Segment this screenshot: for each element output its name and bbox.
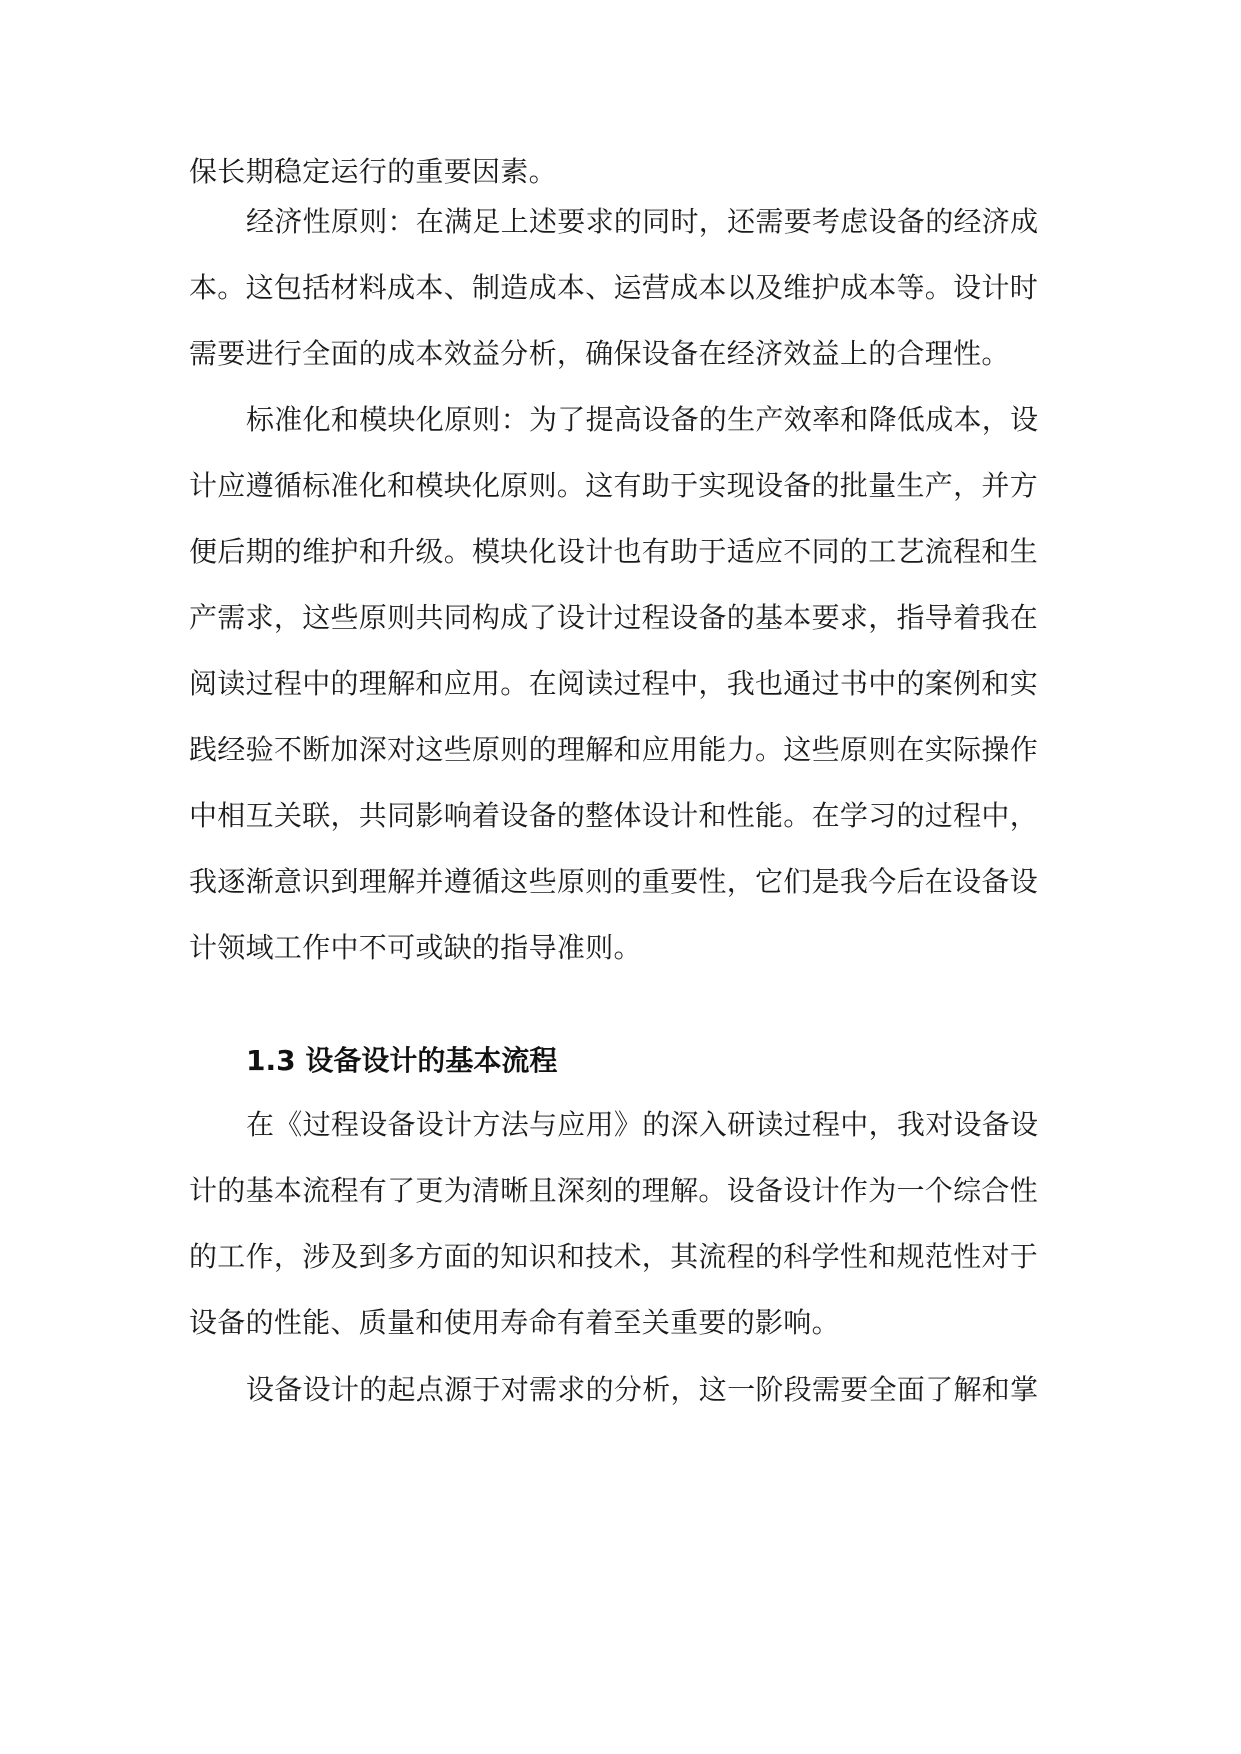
text-line: 经济性原则：在满足上述要求的同时，还需要考虑设备的经济成 xyxy=(246,205,1039,238)
text-line: 产需求，这些原则共同构成了设计过程设备的基本要求，指导着我在 xyxy=(189,601,1039,634)
text-line: 保长期稳定运行的重要因素。 xyxy=(189,155,557,188)
text-line: 阅读过程中的理解和应用。在阅读过程中，我也通过书中的案例和实 xyxy=(189,667,1039,700)
text-line: 需要进行全面的成本效益分析，确保设备在经济效益上的合理性。 xyxy=(189,337,1010,370)
text-line: 计应遵循标准化和模块化原则。这有助于实现设备的批量生产，并方 xyxy=(189,469,1039,502)
text-line: 本。这包括材料成本、制造成本、运营成本以及维护成本等。设计时 xyxy=(189,271,1039,304)
text-line: 的工作，涉及到多方面的知识和技术，其流程的科学性和规范性对于 xyxy=(189,1240,1039,1273)
text-line: 中相互关联，共同影响着设备的整体设计和性能。在学习的过程中， xyxy=(189,799,1039,832)
text-line: 计的基本流程有了更为清晰且深刻的理解。设备设计作为一个综合性 xyxy=(189,1174,1039,1207)
text-line: 践经验不断加深对这些原则的理解和应用能力。这些原则在实际操作 xyxy=(189,733,1039,766)
section-heading: 1.3 设备设计的基本流程 xyxy=(246,1044,558,1077)
text-line: 设备设计的起点源于对需求的分析，这一阶段需要全面了解和掌 xyxy=(246,1373,1039,1406)
text-line: 在《过程设备设计方法与应用》的深入研读过程中，我对设备设 xyxy=(246,1108,1039,1141)
text-line: 设备的性能、质量和使用寿命有着至关重要的影响。 xyxy=(189,1306,840,1339)
text-line: 我逐渐意识到理解并遵循这些原则的重要性，它们是我今后在设备设 xyxy=(189,865,1039,898)
text-line: 标准化和模块化原则：为了提高设备的生产效率和降低成本，设 xyxy=(246,403,1039,436)
text-line: 计领域工作中不可或缺的指导准则。 xyxy=(189,931,642,964)
text-line: 便后期的维护和升级。模块化设计也有助于适应不同的工艺流程和生 xyxy=(189,535,1039,568)
